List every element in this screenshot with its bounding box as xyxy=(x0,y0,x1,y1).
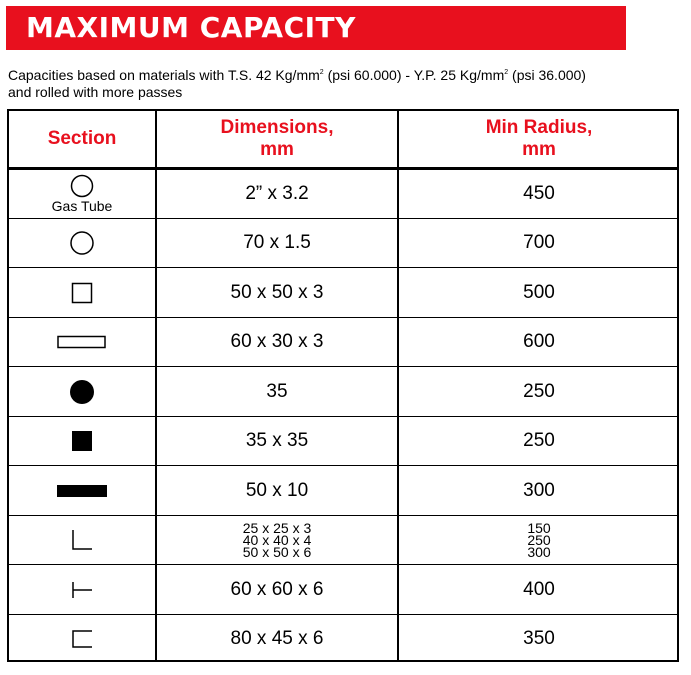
radius-value: 500 xyxy=(523,281,555,303)
radius-cell xyxy=(399,565,679,614)
radius-cell xyxy=(399,466,679,515)
dimension-value: 70 x 1.5 xyxy=(243,232,311,253)
radius-value: 150 xyxy=(527,520,551,536)
tee-icon xyxy=(71,580,93,600)
angle-icon xyxy=(71,529,93,551)
flat-bar-icon xyxy=(57,484,107,498)
dimension-cell xyxy=(157,219,397,267)
dimension-value: 50 x 50 x 3 xyxy=(230,281,324,303)
radius-cell xyxy=(399,417,679,465)
radius-value: 700 xyxy=(523,232,555,253)
rectangular-tube-icon xyxy=(57,335,107,349)
dimension-value: 60 x 60 x 6 xyxy=(230,578,324,600)
dimension-value: 40 x 40 x 4 xyxy=(242,532,312,548)
square-bar-icon xyxy=(71,430,93,452)
dimension-cell xyxy=(157,417,397,465)
title-banner xyxy=(6,6,626,50)
square-tube-icon xyxy=(71,282,93,304)
gas-tube-icon xyxy=(69,174,95,198)
channel-icon xyxy=(71,629,93,649)
section-cell xyxy=(9,565,155,614)
dimension-cell xyxy=(157,268,397,317)
radius-cell xyxy=(399,516,679,564)
header-dimensions: Dimensions, mm xyxy=(220,117,334,160)
note-line-2: and rolled with more passes xyxy=(8,84,183,100)
radius-value: 250 xyxy=(523,380,555,402)
dimension-value: 25 x 25 x 3 xyxy=(242,520,312,536)
section-cell xyxy=(9,170,155,218)
dimension-cell xyxy=(157,615,397,662)
dimension-value: 35 xyxy=(266,380,288,402)
note-text-a: Capacities based on materials with T.S. 42 Kg/mm xyxy=(8,67,320,83)
dimension-cell xyxy=(157,565,397,614)
section-cell xyxy=(9,318,155,366)
capacity-note xyxy=(8,64,678,101)
section-cell xyxy=(9,615,155,662)
radius-cell xyxy=(399,367,679,416)
section-cell xyxy=(9,219,155,267)
page-title: MAXIMUM CAPACITY xyxy=(26,11,356,44)
radius-value: 300 xyxy=(527,544,551,560)
radius-value: 400 xyxy=(523,578,555,600)
section-cell xyxy=(9,367,155,416)
section-cell xyxy=(9,417,155,465)
dimension-value: 50 x 10 xyxy=(245,479,309,501)
radius-value: 300 xyxy=(523,479,555,501)
radius-cell xyxy=(399,615,679,662)
radius-value: 250 xyxy=(523,430,555,451)
radius-value: 450 xyxy=(523,183,555,204)
dimension-cell xyxy=(157,516,397,564)
note-superscript-a: 2 xyxy=(319,69,324,76)
header-min-radius: Min Radius, mm xyxy=(485,117,593,160)
dimension-cell xyxy=(157,170,397,218)
radius-cell xyxy=(399,170,679,218)
radius-cell xyxy=(399,318,679,366)
round-tube-icon xyxy=(69,230,95,256)
dimension-value: 50 x 50 x 6 xyxy=(242,544,312,560)
dimension-value: 80 x 45 x 6 xyxy=(230,627,324,649)
section-cell xyxy=(9,516,155,564)
section-cell xyxy=(9,268,155,317)
radius-value: 350 xyxy=(523,627,555,649)
note-text-b: (psi 60.000) - Y.P. 25 Kg/mm xyxy=(323,67,505,83)
note-text-c: (psi 36.000) xyxy=(508,67,586,83)
radius-value: 600 xyxy=(523,331,555,352)
dimension-value: 60 x 30 x 3 xyxy=(230,331,324,352)
dimension-cell xyxy=(157,318,397,366)
radius-cell xyxy=(399,268,679,317)
section-label: Gas Tube xyxy=(51,198,113,214)
section-cell xyxy=(9,466,155,515)
header-section: Section xyxy=(47,128,117,149)
dimension-cell xyxy=(157,367,397,416)
radius-value: 250 xyxy=(527,532,551,548)
dimension-value: 2” x 3.2 xyxy=(245,183,309,204)
note-superscript-b: 2 xyxy=(504,69,509,76)
dimension-value: 35 x 35 xyxy=(245,430,309,451)
radius-cell xyxy=(399,219,679,267)
round-bar-icon xyxy=(69,379,95,405)
capacity-table xyxy=(7,109,679,662)
dimension-cell xyxy=(157,466,397,515)
